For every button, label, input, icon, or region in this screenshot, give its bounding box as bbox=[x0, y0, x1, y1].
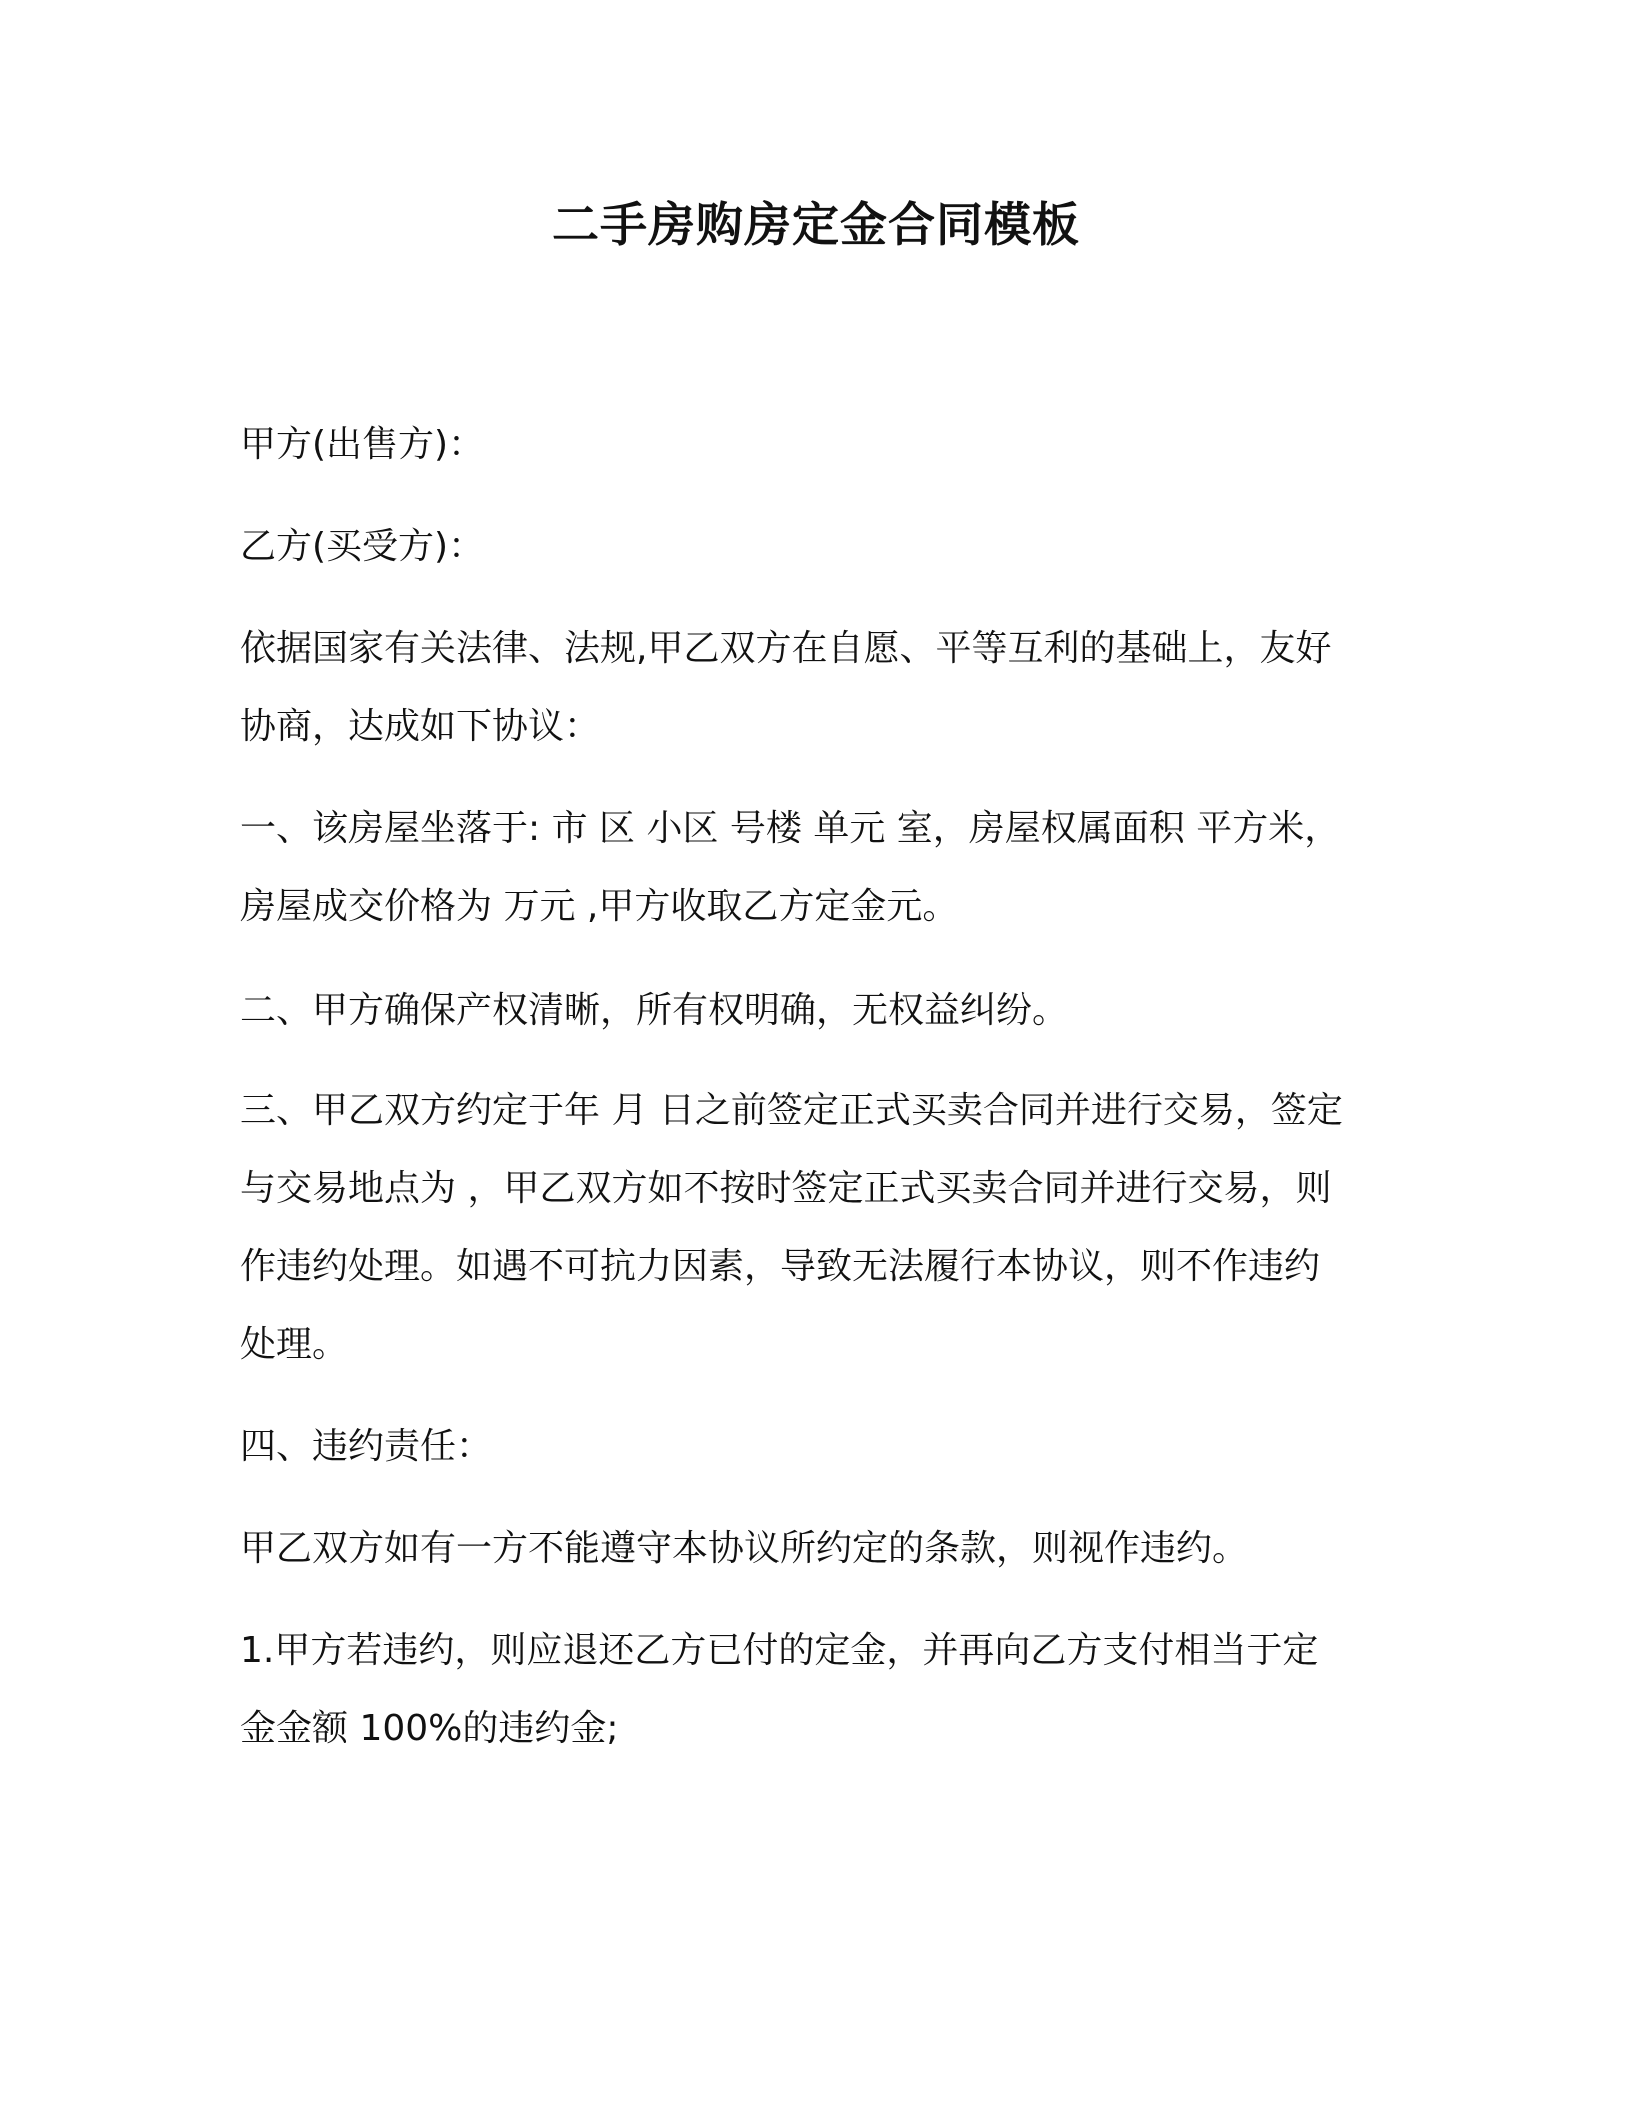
clause-4-item-1 bbox=[240, 1612, 1370, 1768]
intro-line-1: 依据国家有关法律、法规,甲乙双方在自愿、平等互利的基础上，友好 bbox=[240, 628, 1332, 669]
clause-3-line-1: 三、甲乙双方约定于年 月 日之前签定正式买卖合同并进行交易，签定 bbox=[240, 1090, 1343, 1131]
clause-1-line-1: 一、该房屋坐落于: 市 区 小区 号楼 单元 室，房屋权属面积 平方米， bbox=[240, 808, 1341, 849]
clause-3-line-2: 与交易地点为 ，甲乙双方如不按时签定正式买卖合同并进行交易，则 bbox=[240, 1168, 1332, 1209]
clause-4-item-1-line-2: 金金额 100%的违约金; bbox=[240, 1708, 619, 1749]
clause-4-text: 甲乙双方如有一方不能遵守本协议所约定的条款，则视作违约。 bbox=[240, 1528, 1249, 1569]
clause-3-line-3: 作违约处理。如遇不可抗力因素，导致无法履行本协议，则不作违约 bbox=[240, 1246, 1321, 1287]
clause-2-paragraph: 二、甲方确保产权清晰，所有权明确，无权益纠纷。 bbox=[240, 990, 1069, 1031]
clause-1-paragraph bbox=[240, 790, 1370, 946]
clause-3-paragraph bbox=[240, 1072, 1370, 1384]
party-a-line: 甲方(出售方)： bbox=[240, 424, 485, 465]
party-b-line: 乙方(买受方)： bbox=[240, 526, 485, 567]
document-title: 二手房购房定金合同模板 bbox=[552, 198, 1080, 253]
intro-paragraph bbox=[240, 610, 1370, 766]
clause-4-heading: 四、违约责任： bbox=[240, 1426, 493, 1467]
clause-3-line-4: 处理。 bbox=[240, 1324, 349, 1365]
clause-1-line-2: 房屋成交价格为 万元 ,甲方收取乙方定金元。 bbox=[240, 886, 959, 927]
intro-line-2: 协商，达成如下协议： bbox=[240, 706, 601, 747]
clause-4-item-1-line-1: 1.甲方若违约，则应退还乙方已付的定金，并再向乙方支付相当于定 bbox=[240, 1630, 1319, 1671]
